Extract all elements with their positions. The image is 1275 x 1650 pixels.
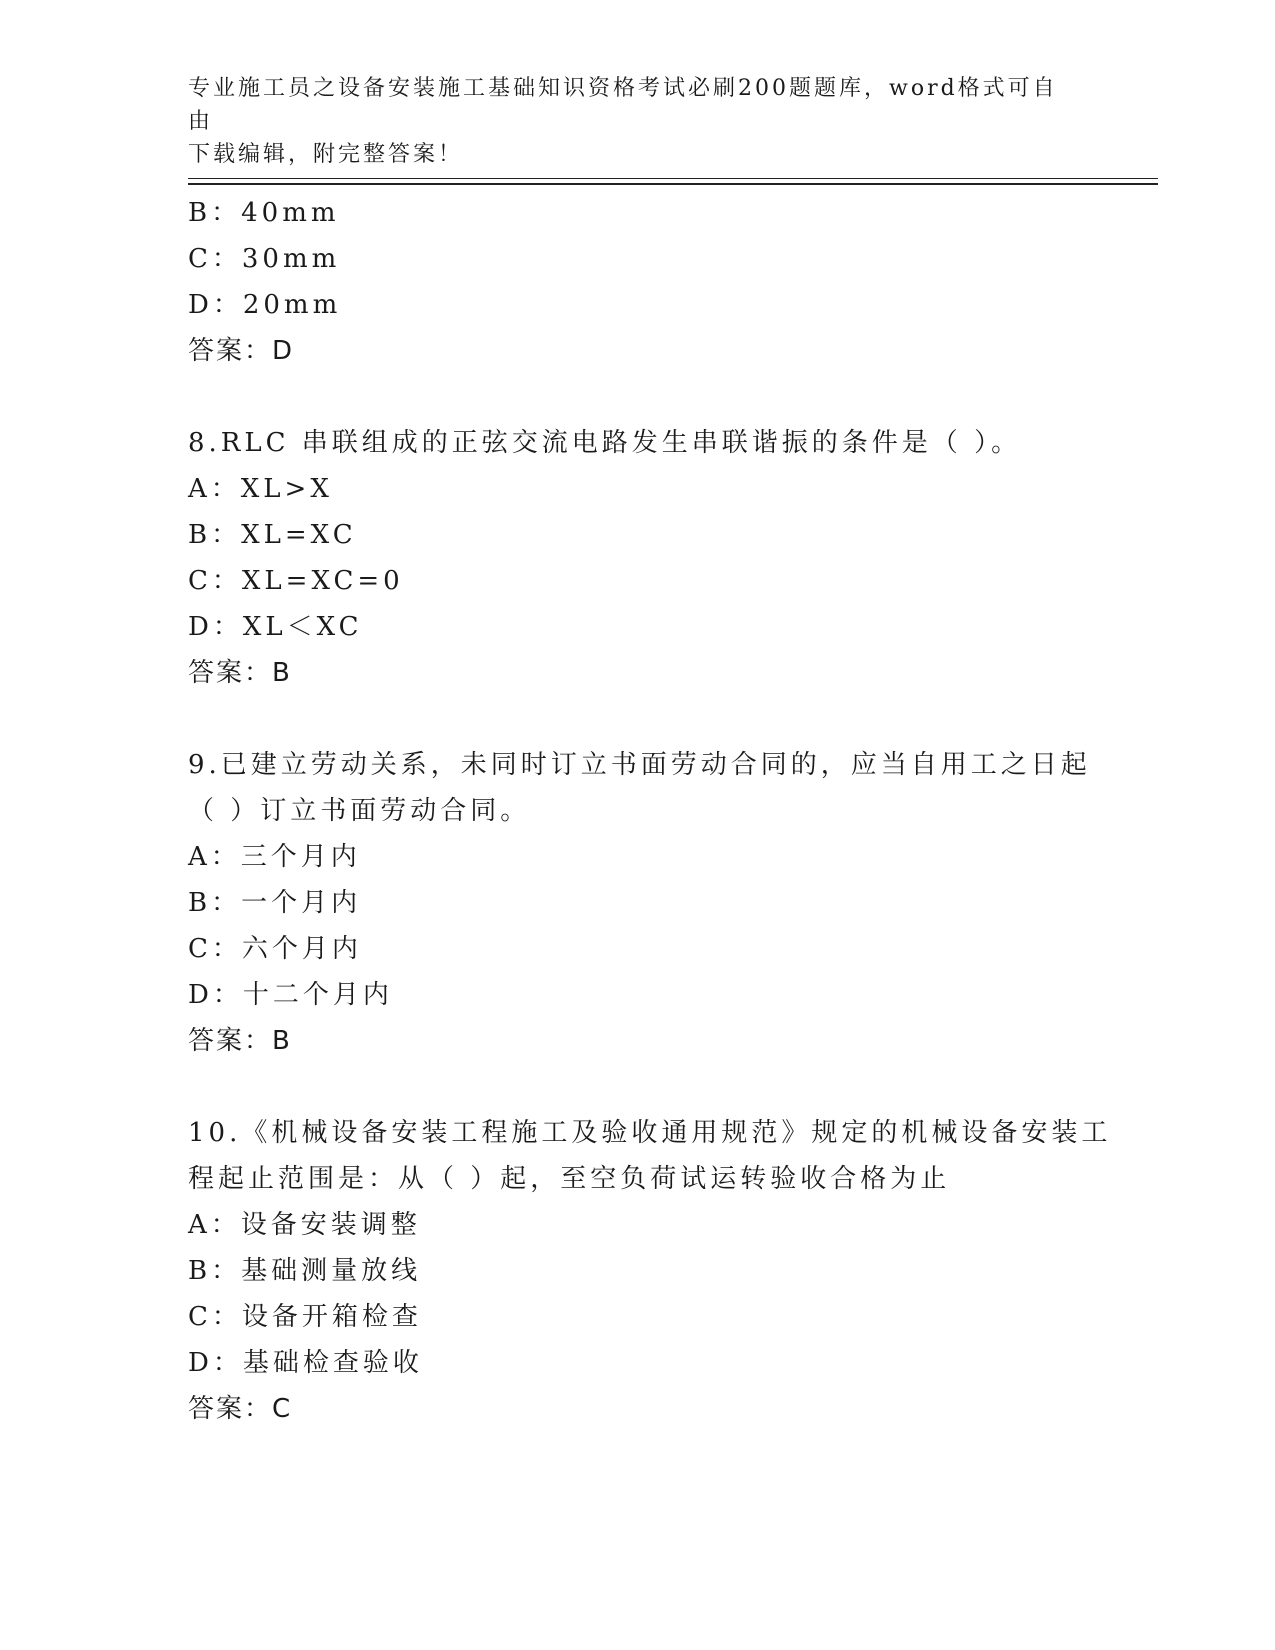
option-c: C：六个月内 [188,934,362,964]
option-d: D：XL＜XC [188,612,363,642]
option-c: C：设备开箱检查 [188,1302,422,1332]
option-d: D：20mm [188,290,342,320]
answer: 答案：D [188,336,295,366]
option-a: A：三个月内 [188,842,361,872]
spacer [188,696,1088,742]
option-d: D：基础检查验收 [188,1348,423,1378]
option-a: A：设备安装调整 [188,1210,421,1240]
option-a: A：XL>X [188,474,333,504]
option-b: B：一个月内 [188,888,362,918]
question-text-line-1: 10.《机械设备安装工程施工及验收通用规范》规定的机械设备安装工 [188,1118,1112,1148]
question-content [188,190,1112,1432]
question-text-line-1: 9.已建立劳动关系，未同时订立书面劳动合同的，应当自用工之日起 [188,750,1091,780]
option-d: D：十二个月内 [188,980,393,1010]
header-line-2: 下载编辑，附完整答案！ [188,142,464,167]
question-8 [188,420,1088,696]
document-header [188,72,1068,171]
option-b: B：40mm [188,198,340,228]
option-c: C：30mm [188,244,341,274]
spacer [188,1064,1088,1110]
answer: 答案：C [188,1394,293,1424]
question-7 [188,190,1088,374]
question-text: 8.RLC 串联组成的正弦交流电路发生串联谐振的条件是（ ）。 [188,428,1022,458]
question-10 [188,1110,1112,1432]
answer: 答案：B [188,658,292,688]
header-line-1: 专业施工员之设备安装施工基础知识资格考试必刷200题题库，word格式可自由 [188,76,1058,134]
question-9 [188,742,1091,1064]
option-c: C：XL=XC=0 [188,566,404,596]
question-text-line-2: （ ）订立书面劳动合同。 [188,796,531,826]
option-b: B：XL=XC [188,520,357,550]
option-b: B：基础测量放线 [188,1256,422,1286]
header-rule-thin [188,178,1158,179]
answer: 答案：B [188,1026,292,1056]
question-text-line-2: 程起止范围是：从（ ）起，至空负荷试运转验收合格为止 [188,1164,951,1194]
header-rule-thick [188,183,1158,185]
spacer [188,374,1088,420]
